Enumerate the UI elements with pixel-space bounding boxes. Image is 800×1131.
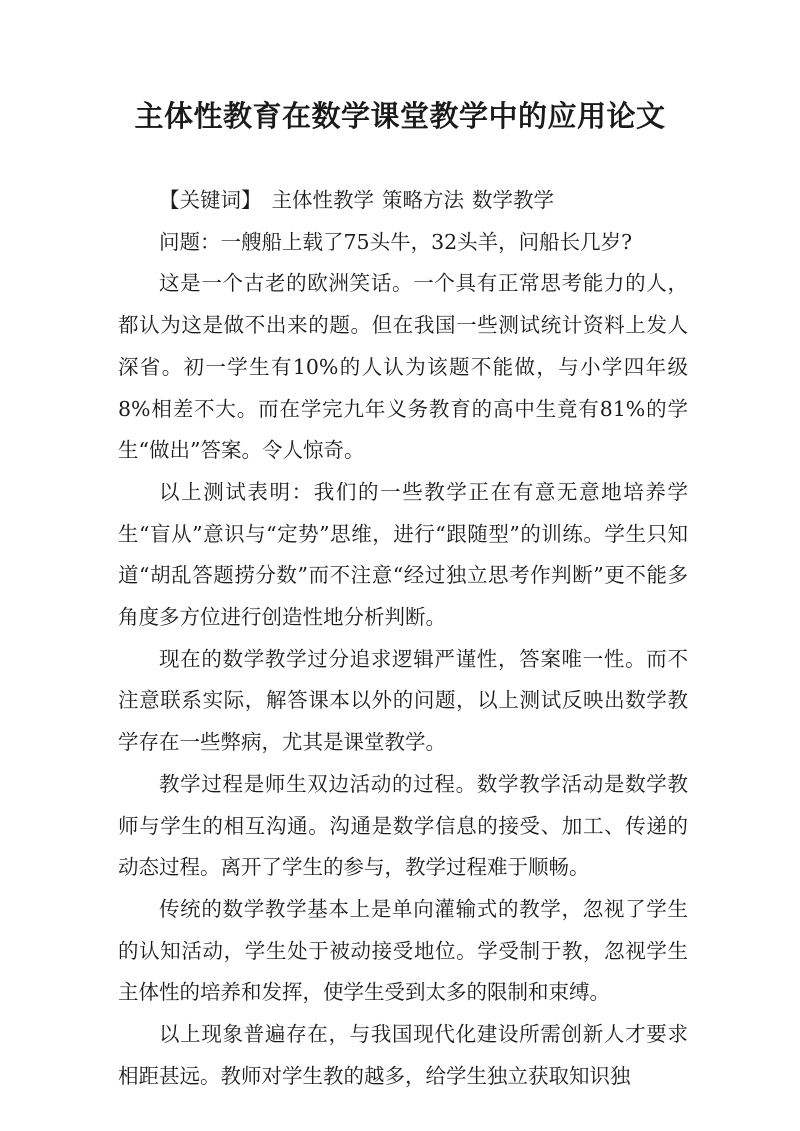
keyword-item: 数学教学 [472, 188, 554, 212]
keyword-item: 策略方法 [382, 188, 464, 212]
document-body [118, 180, 688, 1097]
paragraph: 传统的数学教学基本上是单向灌输式的教学，忽视了学生的认知活动，学生处于被动接受地位。学受制于教，忽视学生主体性的培养和发挥，使学生受到太多的限制和束缚。 [118, 896, 688, 1005]
paragraph: 以上测试表明：我们的一些教学正在有意无意地培养学生“盲从”意识与“定势”思维，进行“跟随型”的训练。学生只知道“胡乱答题捞分数”而不注意“经过独立思考作判断”更不能多角度多方位进行创造性地分析判断。 [118, 479, 688, 630]
keywords-line [118, 180, 688, 222]
keywords-label: 【关键词】 [159, 188, 262, 212]
paragraph: 以上现象普遍存在，与我国现代化建设所需创新人才要求相距甚远。教师对学生教的越多，给学生独立获取知识独 [118, 1022, 688, 1088]
keyword-item: 主体性教学 [271, 188, 374, 212]
paragraph: 教学过程是师生双边活动的过程。数学教学活动是数学教师与学生的相互沟通。沟通是数学信息的接受、加工、传递的动态过程。离开了学生的参与，教学过程难于顺畅。 [118, 771, 688, 880]
document-title: 主体性教育在数学课堂教学中的应用论文 [134, 99, 666, 133]
paragraph: 现在的数学教学过分追求逻辑严谨性，答案唯一性。而不注意联系实际，解答课本以外的问题，以上测试反映出数学教学存在一些弊病，尤其是课堂教学。 [118, 646, 688, 755]
paragraph: 问题：一艘船上载了75头牛，32头羊，问船长几岁? [159, 229, 633, 254]
paragraph: 这是一个古老的欧洲笑话。一个具有正常思考能力的人，都认为这是做不出来的题。但在我国一些测试统计资料上发人深省。初一学生有10%的人认为该题不能做，与小学四年级8%相差不大。而在学完九年义务教育的高中生竟有81%的学生“做出”答案。令人惊奇。 [118, 271, 688, 463]
